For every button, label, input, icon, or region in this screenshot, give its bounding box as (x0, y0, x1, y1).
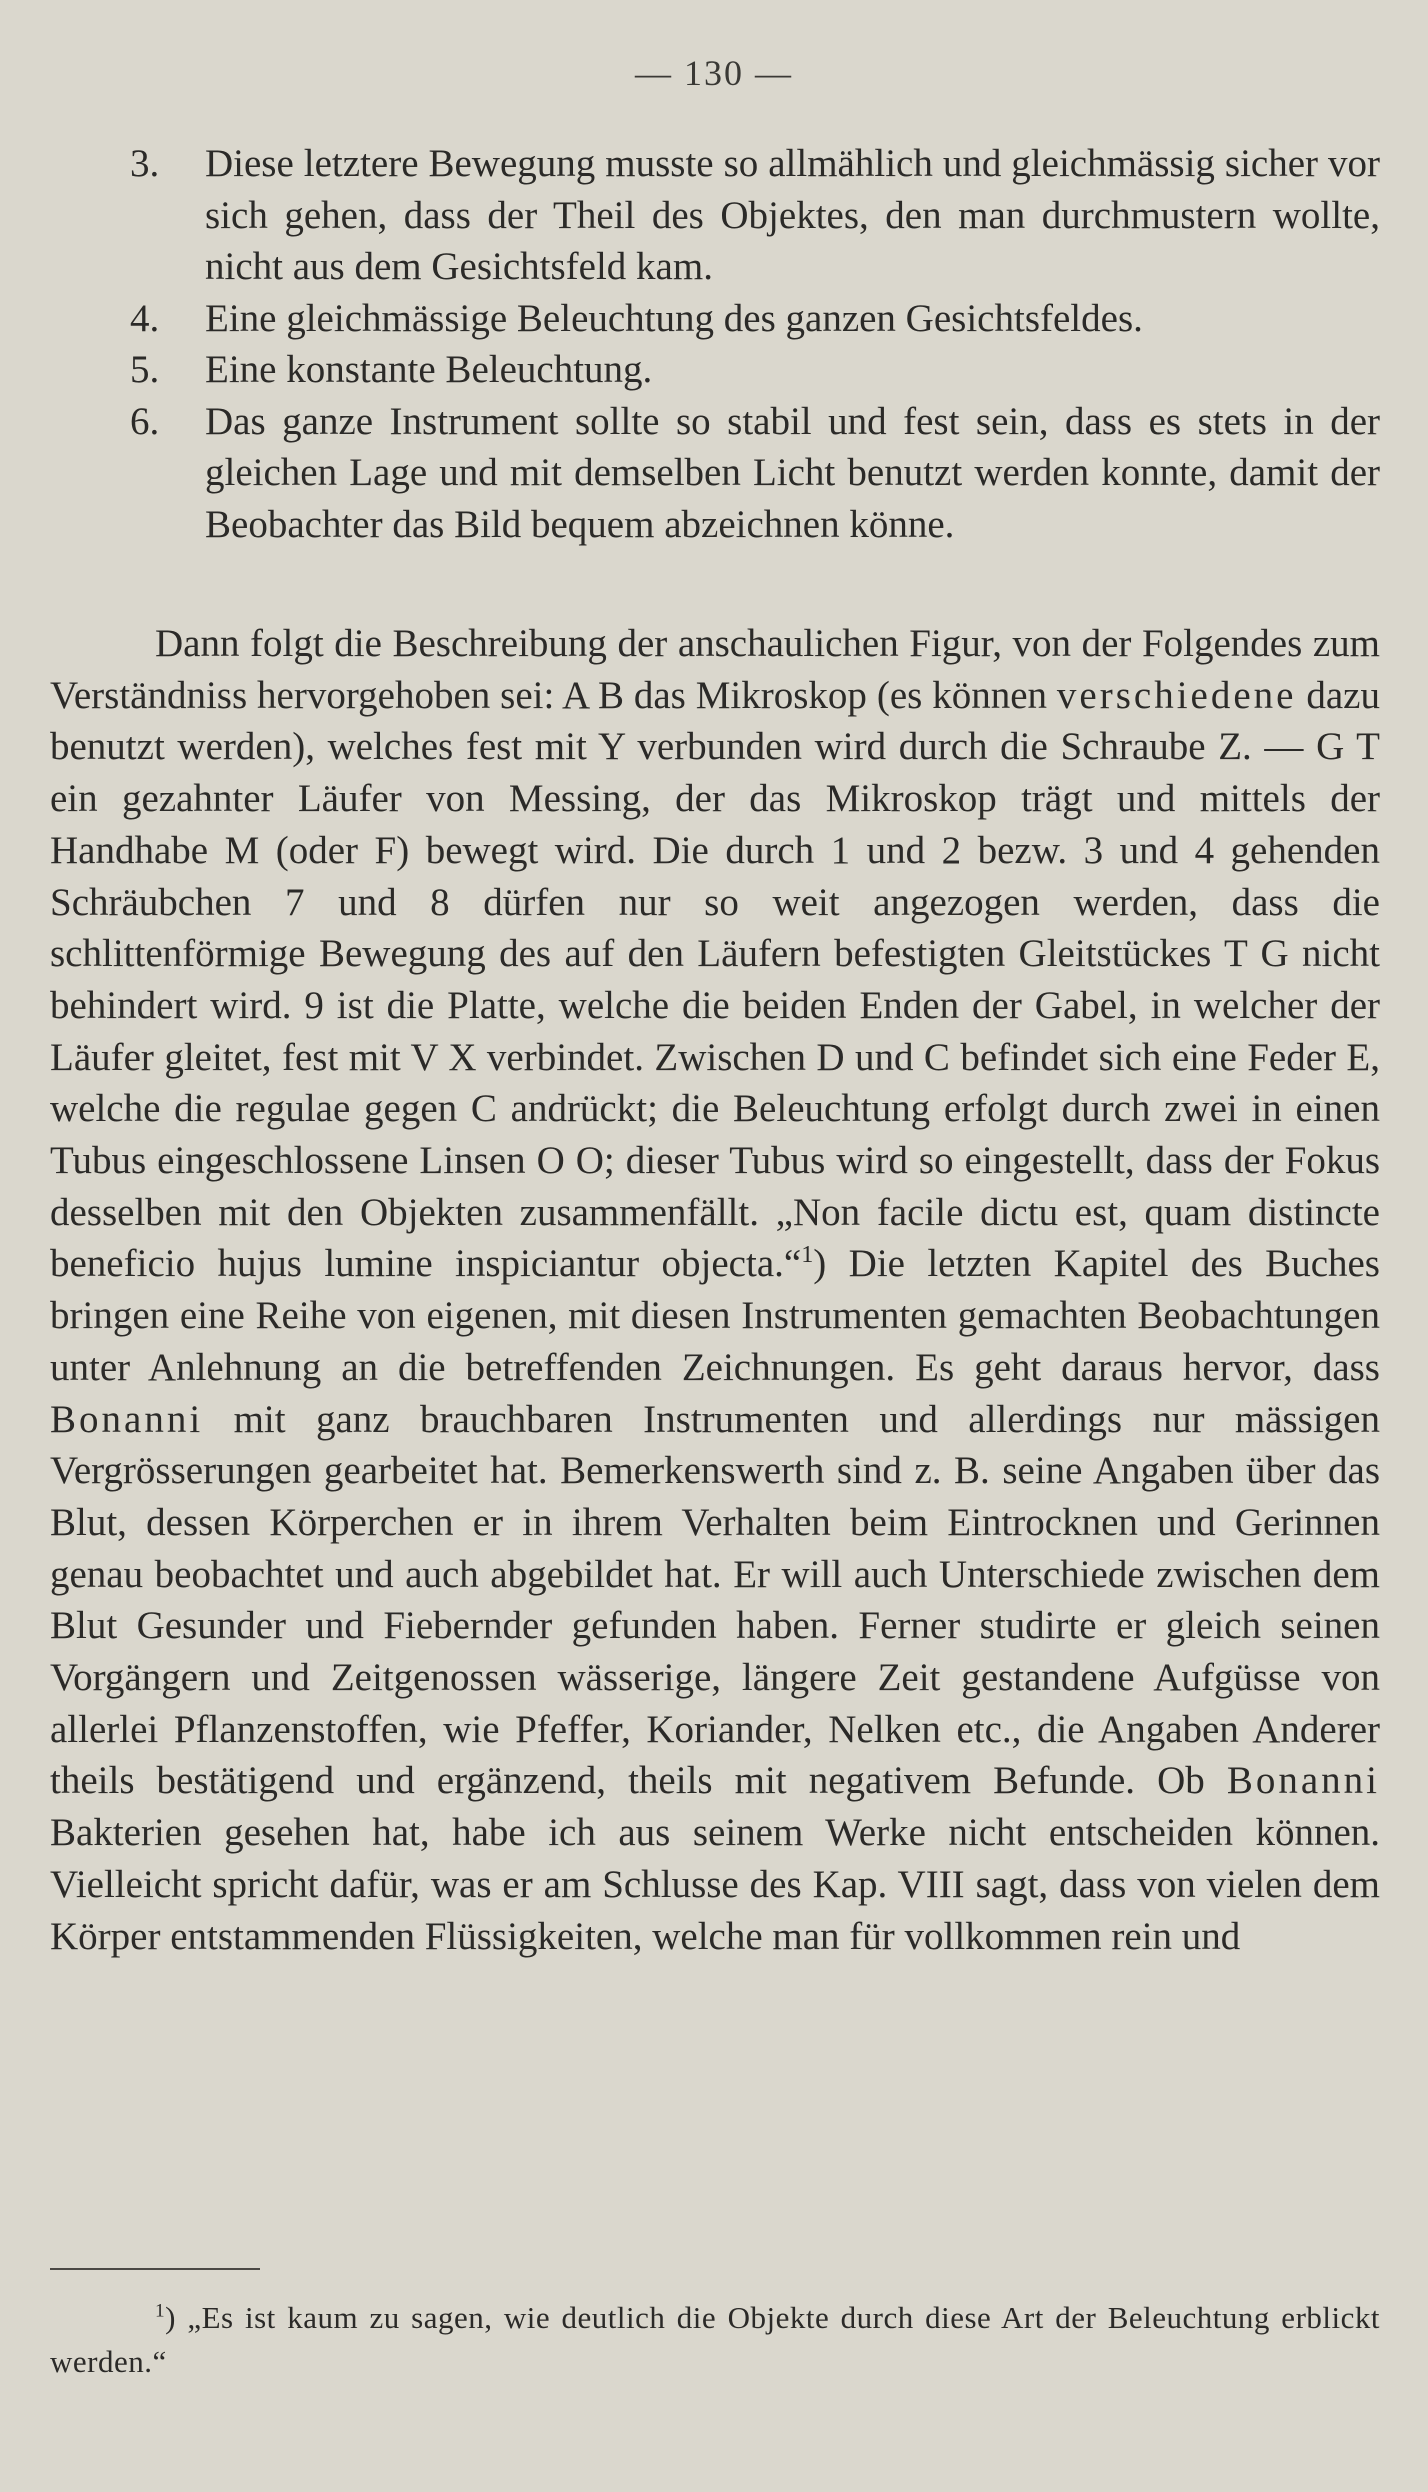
body-paragraph (50, 618, 1380, 1962)
body-text-4: mit ganz brauchbaren Instrumenten und allerdings nur mässigen Vergrösserungen gearbeitet hat. Bemerkenswerth sind z. B. seine Angaben über das Blut, dessen Körperchen er in ihrem Verhalten beim Eintrocknen und Gerinnen genau beobachtet und auch abgebildet hat. Er will auch Unterschiede zwischen dem Blut Gesunder und Fiebernder gefunden haben. Ferner studirte er gleich seinen Vorgängern und Zeitgenossen wässerige, längere Zeit gestandene Aufgüsse von allerlei Pflanzenstoffen, wie Pfeffer, Koriander, Nelken etc., die Angaben Anderer theils bestätigend und ergänzend, theils mit negativem Befunde. Ob (50, 1397, 1380, 1803)
list-item-text: Eine konstante Beleuchtung. (205, 348, 653, 391)
body-emphasis-bonanni: Bonanni (50, 1397, 204, 1441)
list-item-text: Das ganze Instrument sollte so stabil und fest sein, dass es stets in der gleichen Lage und mit demselben Licht benutzt werden konnte, damit der Beobachter das Bild bequem abzeichnen könne. (205, 399, 1380, 546)
body-emphasis-verschiedene: verschiedene (1056, 673, 1297, 717)
body-text-1: Dann folgt die Beschreibung der anschaulichen Figur, von der Folgendes zum Verständniss hervorgehoben sei: A B das Mikroskop (es können (50, 622, 1380, 717)
list-item (130, 344, 1380, 396)
numbered-list (130, 138, 1380, 550)
list-item-text: Eine gleichmässige Beleuchtung des ganzen Gesichtsfeldes. (205, 296, 1143, 340)
list-item-number: 6. (130, 399, 160, 443)
list-item-number: 4. (130, 296, 160, 340)
footnote (50, 2296, 1380, 2384)
list-item (130, 138, 1380, 293)
body-emphasis-bonanni-2: Bonanni (1226, 1759, 1380, 1803)
body-text-2: dazu benutzt werden), welches fest mit Y verbunden wird durch die Schraube Z. — G T ein gezahnter Läufer von Messing, der das Mikroskop trägt und mittels der Handhabe M (oder F) bewegt wird. Die durch 1 und 2 bezw. 3 und 4 gehenden Schräubchen 7 und 8 dürfen nur so weit angezogen werden, dass die schlittenförmige Bewegung des auf den Läufern befestigten Gleitstückes T G nicht behindert wird. 9 ist die Platte, welche die beiden Enden der Gabel, in welcher der Läufer gleitet, fest mit V X verbindet. Zwischen D und C befindet sich eine Feder E, welche die regulae gegen C andrückt; die Beleuchtung erfolgt durch zwei in einen Tubus eingeschlossene Linsen O O; dieser Tubus wird so eingestellt, dass der Fokus desselben mit den Objekten zusammenfällt. „Non facile dictu est, quam distincte beneficio hujus lumine inspiciantur objecta.“ (50, 673, 1380, 1286)
list-item (130, 396, 1380, 551)
list-item-text: Diese letztere Bewegung musste so allmählich und gleichmässig sicher vor sich gehen, dass der Theil des Objektes, den man durchmustern wollte, nicht aus dem Gesichtsfeld kam. (205, 142, 1380, 288)
footnote-reference[interactable]: 1 (801, 1241, 814, 1269)
body-text-3: ) Die letzten Kapitel des Buches bringen eine Reihe von eigenen, mit diesen Instrumenten gemachten Beobachtungen unter Anlehnung an die betreffenden Zeichnungen. Es geht daraus hervor, dass (50, 1242, 1380, 1389)
list-item-number: 5. (130, 348, 160, 391)
footnote-marker: 1 (155, 2300, 166, 2322)
list-item (130, 293, 1380, 345)
footnote-divider (50, 2268, 260, 2270)
footnote-text: ) „Es ist kaum zu sagen, wie deutlich die Objekte durch diese Art der Beleuchtung erblickt werden.“ (50, 2300, 1380, 2379)
page-number: — 130 — (635, 53, 793, 93)
body-text-5: Bakterien gesehen hat, habe ich aus seinem Werke nicht entscheiden können. Vielleicht spricht dafür, was er am Schlusse des Kap. VIII sagt, dass von vielen dem Körper entstammenden Flüssigkeiten, welche man für vollkommen rein und (50, 1811, 1380, 1958)
list-item-number: 3. (130, 142, 160, 185)
